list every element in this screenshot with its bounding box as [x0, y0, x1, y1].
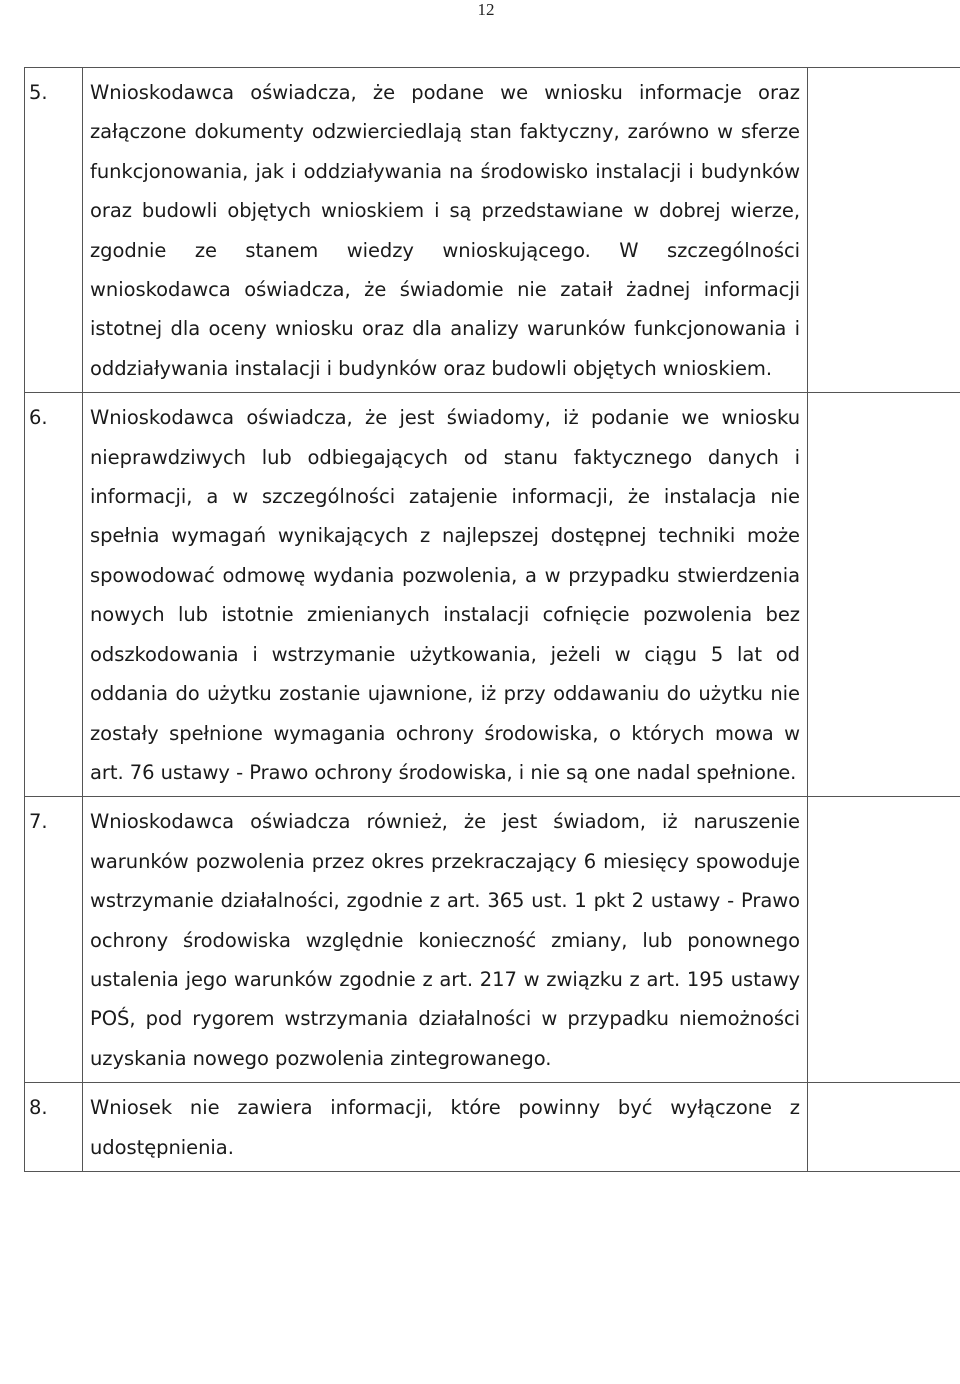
clause-text: Wnioskodawca oświadcza, że podane we wniosku informacje oraz załączone dokumenty odzwierciedlają stan faktyczny, zarówno w sferze funkcjonowania, jak i oddziaływania na środowisko instalacji i budynków oraz budowli objętych wnioskiem i są przedstawiane w dobrej wierze, zgodnie ze stanem wiedzy wnioskującego. W szczególności wnioskodawca oświadcza, że świadomie nie zataił żadnej informacji istotnej dla oceny wniosku oraz dla analizy warunków funkcjonowania i oddziaływania instalacji i budynków oraz budowli objętych wnioskiem.	[83, 68, 808, 393]
empty-cell	[808, 393, 960, 797]
clause-number: 7.	[25, 797, 83, 1083]
table-row	[25, 1083, 960, 1172]
table-row	[25, 68, 960, 393]
clause-number: 8.	[25, 1083, 83, 1172]
clause-number: 5.	[25, 68, 83, 393]
clause-text: Wnioskodawca oświadcza, że jest świadomy, iż podanie we wniosku nieprawdziwych lub odbiegających od stanu faktycznego danych i informacji, a w szczególności zatajenie informacji, że instalacja nie spełnia wymagań wynikających z najlepszej dostępnej techniki może spowodować odmowę wydania pozwolenia, a w przypadku stwierdzenia nowych lub istotnie zmienianych instalacji cofnięcie pozwolenia bez odszkodowania i wstrzymanie użytkowania, jeżeli w ciągu 5 lat od oddania do użytku zostanie ujawnione, iż przy oddawaniu do użytku nie zostały spełnione wymagania ochrony środowiska, o których mowa w art. 76 ustawy - Prawo ochrony środowiska, i nie są one nadal spełnione.	[83, 393, 808, 797]
empty-cell	[808, 797, 960, 1083]
clause-text: Wniosek nie zawiera informacji, które powinny być wyłączone z udostępnienia.	[83, 1083, 808, 1172]
empty-cell	[808, 1083, 960, 1172]
table-row	[25, 797, 960, 1083]
empty-cell	[808, 68, 960, 393]
declarations-table	[24, 67, 960, 1172]
clause-number: 6.	[25, 393, 83, 797]
clause-text: Wnioskodawca oświadcza również, że jest świadom, iż naruszenie warunków pozwolenia przez okres przekraczający 6 miesięcy spowoduje wstrzymanie działalności, zgodnie z art. 365 ust. 1 pkt 2 ustawy - Prawo ochrony środowiska względnie konieczność zmiany, lub ponownego ustalenia jego warunków zgodnie z art. 217 w związku z art. 195 ustawy POŚ, pod rygorem wstrzymania działalności w przypadku niemożności uzyskania nowego pozwolenia zintegrowanego.	[83, 797, 808, 1083]
table-row	[25, 393, 960, 797]
page-number: 12	[477, 0, 495, 19]
